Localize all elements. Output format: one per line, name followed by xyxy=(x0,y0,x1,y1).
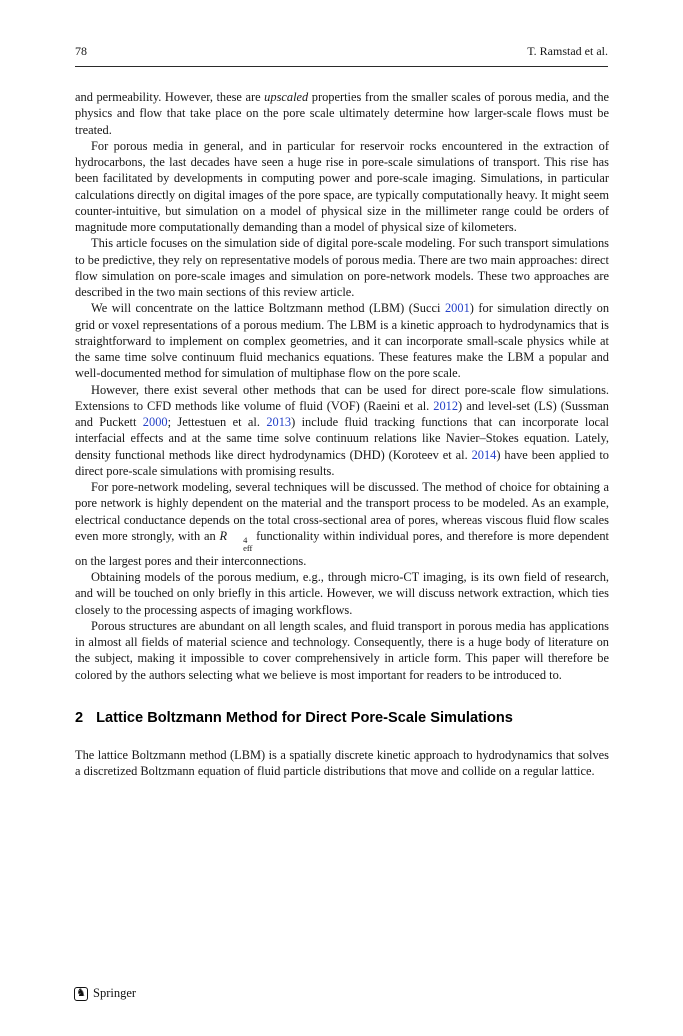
citation-link[interactable]: 2013 xyxy=(266,415,292,429)
citation-link[interactable]: 2001 xyxy=(444,301,470,316)
paragraph xyxy=(75,479,609,569)
running-head-authors: T. Ramstad et al. xyxy=(527,44,608,58)
text-run: For porous media in general, and in particular for reservoir rocks encountered in the extraction of hydrocarbons, the last decades have seen a huge rise in pore-scale simulations of transport. This rise has been facilitated by developments in computing power and pore-scale imaging. Simulations, in particular calculations directly on digital images of the pore space, are typically computationally heavy. It might seem counter-intuitive, but simulation on a model of physical size in the millimeter range could be orders of magnitude more computationally demanding than a model of physical size of kilometers. xyxy=(75,138,609,234)
article-body xyxy=(75,89,609,780)
page-number: 78 xyxy=(75,44,87,58)
text-run: For pore-network modeling, several techniques will be discussed. The method of choice for obtaining a pore network is highly dependent on the material and the transport process to be modeled. As an example, electrical conductance depends on the total cross-sectional area of pores, whereas viscous fluid flow scales even more strongly, with an xyxy=(75,480,609,543)
text-run: ) include fluid tracking functions that can incorporate local interfacial effects and at the same time solve continuum relations like Navier–Stokes equation. Lately, density functional methods like direct hydrodynamics (DHD) (Koroteev et al. xyxy=(75,415,609,462)
text-run: ) and level-set (LS) (Sussman and Puckett xyxy=(75,398,609,429)
text-run: The lattice Boltzmann method (LBM) is a spatially discrete kinetic approach to hydrodynamics that solves a discretized Boltzmann equation of fluid particle distributions that move and collide on a regular lattice. xyxy=(75,748,609,779)
publisher-footer xyxy=(74,986,136,1001)
italic-text: upscaled xyxy=(264,90,309,104)
text-run: and permeability. However, these are xyxy=(75,90,265,104)
section-heading xyxy=(75,710,609,726)
text-run: Porous structures are abundant on all length scales, and fluid transport in porous media has applications in almost all fields of material science and technology. Consequently, there is a huge body of literature on the subject, making it impossible to cover comprehensively in article form. This paper will therefore be colored by the authors selecting what we believe is most important for readers to be introduced to. xyxy=(75,618,609,682)
paragraph xyxy=(75,618,609,683)
text-run: We will concentrate on the lattice Boltzmann method (LBM) (Succi xyxy=(91,301,445,316)
publisher-name: Springer xyxy=(93,986,137,1000)
paragraph xyxy=(75,300,609,381)
text-run: This article focuses on the simulation side of digital pore-scale modeling. For such transport simulations to be predictive, they rely on representative models of porous media. There are two main approaches: direct flow simulation on pore-scale images and simulation on pore-network models. These two approaches are described in the two main sections of this review article. xyxy=(75,236,609,299)
citation-link[interactable]: 2014 xyxy=(471,447,497,462)
running-header xyxy=(75,44,608,67)
text-run: functionality within individual pores, and therefore is more dependent on the largest pores and their interconnections. xyxy=(75,528,609,568)
paragraph xyxy=(75,235,609,300)
paragraph xyxy=(75,569,609,618)
citation-link[interactable]: 2012 xyxy=(433,398,459,413)
paragraph xyxy=(75,382,609,480)
paragraph xyxy=(75,138,609,236)
text-run: ; Jettestuen et al. xyxy=(167,415,267,429)
springer-logo-icon: ♞ xyxy=(74,987,88,1001)
italic-text: R xyxy=(219,528,228,543)
text-run: Obtaining models of the porous medium, e.g., through micro-CT imaging, is its own field of research, and will be touched on only briefly in this article. However, we will discuss network extraction, which ties closely to the processing aspects of imaging workflows. xyxy=(75,570,609,617)
section-number: 2 xyxy=(75,709,84,726)
paragraph xyxy=(75,747,609,780)
text-run: properties from the smaller scales of porous media, and the physics and flow that take place on the pore scale ultimately determine how larger-scale flows must be treated. xyxy=(75,90,610,137)
paragraph xyxy=(75,89,609,138)
citation-link[interactable]: 2000 xyxy=(142,415,168,429)
math-sup-sub: 4 eff xyxy=(243,534,253,554)
section-title: Lattice Boltzmann Method for Direct Pore-Scale Simulations xyxy=(96,709,513,726)
text-run: ) have been applied to direct pore-scale simulations with promising results. xyxy=(75,447,610,478)
text-run: However, there exist several other methods that can be used for direct pore-scale flow simulations. Extensions to CFD methods like volume of fluid (VOF) (Raeini et al. xyxy=(75,382,609,413)
text-run: ) for simulation directly on grid or voxel representations of a porous medium. The LBM is a kinetic approach to hydrodynamics that is straightforward to implement on complex geometries, and it can incorporate small-scale physics while at the same time solve continuum fluid mechanics equations. These features make the LBM a popular and well-documented method for simulation of multiphase flow on the pore scale. xyxy=(75,301,610,381)
